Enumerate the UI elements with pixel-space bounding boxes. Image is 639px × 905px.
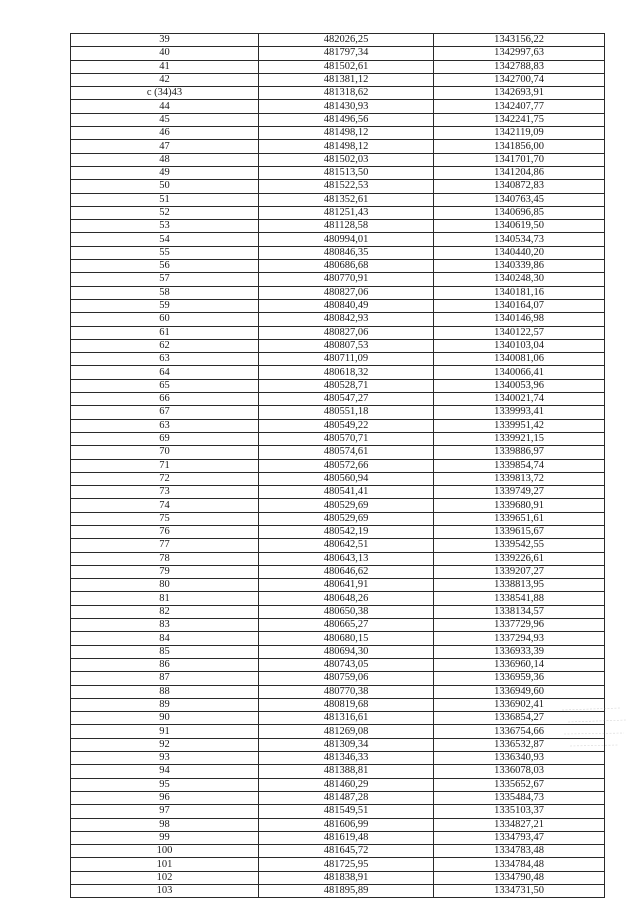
table-row <box>71 579 605 592</box>
y-coordinate-cell: 1340053,96 <box>434 379 605 392</box>
y-coordinate-cell: 1340619,50 <box>434 220 605 233</box>
x-coordinate-cell: 480642,51 <box>259 539 434 552</box>
point-number-cell: 46 <box>71 127 259 140</box>
point-number-cell: 69 <box>71 432 259 445</box>
table-row <box>71 512 605 525</box>
y-coordinate-cell: 1342241,75 <box>434 113 605 126</box>
y-coordinate-cell: 1340248,30 <box>434 273 605 286</box>
y-coordinate-cell: 1336902,41 <box>434 698 605 711</box>
point-number-cell: 89 <box>71 698 259 711</box>
x-coordinate-cell: 481522,53 <box>259 180 434 193</box>
x-coordinate-cell: 481498,12 <box>259 140 434 153</box>
y-coordinate-cell: 1339651,61 <box>434 512 605 525</box>
y-coordinate-cell: 1340122,57 <box>434 326 605 339</box>
x-coordinate-cell: 481381,12 <box>259 73 434 86</box>
y-coordinate-cell: 1336854,27 <box>434 712 605 725</box>
y-coordinate-cell: 1340534,73 <box>434 233 605 246</box>
table-row <box>71 778 605 791</box>
table-row <box>71 419 605 432</box>
x-coordinate-cell: 481498,12 <box>259 127 434 140</box>
table-row <box>71 885 605 898</box>
y-coordinate-cell: 1334731,50 <box>434 885 605 898</box>
table-row <box>71 845 605 858</box>
table-row <box>71 432 605 445</box>
coordinates-table-body <box>71 34 605 898</box>
x-coordinate-cell: 480759,06 <box>259 672 434 685</box>
y-coordinate-cell: 1342700,74 <box>434 73 605 86</box>
table-row <box>71 871 605 884</box>
x-coordinate-cell: 480547,27 <box>259 393 434 406</box>
x-coordinate-cell: 481502,03 <box>259 153 434 166</box>
y-coordinate-cell: 1343156,22 <box>434 34 605 47</box>
x-coordinate-cell: 481316,61 <box>259 712 434 725</box>
x-coordinate-cell: 480643,13 <box>259 552 434 565</box>
table-row <box>71 379 605 392</box>
table-row <box>71 220 605 233</box>
point-number-cell: 81 <box>71 592 259 605</box>
point-number-cell: 40 <box>71 47 259 60</box>
x-coordinate-cell: 481513,50 <box>259 166 434 179</box>
y-coordinate-cell: 1339680,91 <box>434 499 605 512</box>
table-row <box>71 752 605 765</box>
table-row <box>71 180 605 193</box>
point-number-cell: 91 <box>71 725 259 738</box>
y-coordinate-cell: 1342997,63 <box>434 47 605 60</box>
x-coordinate-cell: 480650,38 <box>259 605 434 618</box>
y-coordinate-cell: 1340066,41 <box>434 366 605 379</box>
point-number-cell: 52 <box>71 206 259 219</box>
y-coordinate-cell: 1334790,48 <box>434 871 605 884</box>
y-coordinate-cell: 1338813,95 <box>434 579 605 592</box>
table-row <box>71 100 605 113</box>
point-number-cell: 59 <box>71 299 259 312</box>
y-coordinate-cell: 1340081,06 <box>434 353 605 366</box>
table-row <box>71 698 605 711</box>
y-coordinate-cell: 1342788,83 <box>434 60 605 73</box>
point-number-cell: 100 <box>71 845 259 858</box>
table-row <box>71 605 605 618</box>
y-coordinate-cell: 1335652,67 <box>434 778 605 791</box>
point-number-cell: 54 <box>71 233 259 246</box>
x-coordinate-cell: 480846,35 <box>259 246 434 259</box>
table-row <box>71 406 605 419</box>
y-coordinate-cell: 1336754,66 <box>434 725 605 738</box>
point-number-cell: 102 <box>71 871 259 884</box>
x-coordinate-cell: 480641,91 <box>259 579 434 592</box>
x-coordinate-cell: 481388,81 <box>259 765 434 778</box>
point-number-cell: 55 <box>71 246 259 259</box>
y-coordinate-cell: 1339886,97 <box>434 446 605 459</box>
x-coordinate-cell: 481460,29 <box>259 778 434 791</box>
y-coordinate-cell: 1334827,21 <box>434 818 605 831</box>
point-number-cell: 103 <box>71 885 259 898</box>
point-number-cell: 73 <box>71 486 259 499</box>
y-coordinate-cell: 1339615,67 <box>434 525 605 538</box>
y-coordinate-cell: 1339749,27 <box>434 486 605 499</box>
x-coordinate-cell: 480618,32 <box>259 366 434 379</box>
table-row <box>71 685 605 698</box>
y-coordinate-cell: 1340763,45 <box>434 193 605 206</box>
y-coordinate-cell: 1339226,61 <box>434 552 605 565</box>
table-row <box>71 60 605 73</box>
y-coordinate-cell: 1340339,86 <box>434 260 605 273</box>
x-coordinate-cell: 481269,08 <box>259 725 434 738</box>
point-number-cell: 67 <box>71 406 259 419</box>
point-number-cell: 83 <box>71 619 259 632</box>
point-number-cell: 63 <box>71 419 259 432</box>
x-coordinate-cell: 481619,48 <box>259 831 434 844</box>
x-coordinate-cell: 480842,93 <box>259 313 434 326</box>
point-number-cell: 90 <box>71 712 259 725</box>
y-coordinate-cell: 1342407,77 <box>434 100 605 113</box>
table-row <box>71 153 605 166</box>
point-number-cell: 80 <box>71 579 259 592</box>
x-coordinate-cell: 480551,18 <box>259 406 434 419</box>
point-number-cell: 74 <box>71 499 259 512</box>
point-number-cell: 39 <box>71 34 259 47</box>
x-coordinate-cell: 480541,41 <box>259 486 434 499</box>
table-row <box>71 632 605 645</box>
y-coordinate-cell: 1336949,60 <box>434 685 605 698</box>
y-coordinate-cell: 1339854,74 <box>434 459 605 472</box>
x-coordinate-cell: 480572,66 <box>259 459 434 472</box>
table-row <box>71 725 605 738</box>
table-row <box>71 672 605 685</box>
y-coordinate-cell: 1340696,85 <box>434 206 605 219</box>
y-coordinate-cell: 1337294,93 <box>434 632 605 645</box>
table-row <box>71 499 605 512</box>
y-coordinate-cell: 1341856,00 <box>434 140 605 153</box>
y-coordinate-cell: 1339993,41 <box>434 406 605 419</box>
table-row <box>71 326 605 339</box>
point-number-cell: 87 <box>71 672 259 685</box>
x-coordinate-cell: 481797,34 <box>259 47 434 60</box>
point-number-cell: 42 <box>71 73 259 86</box>
table-row <box>71 273 605 286</box>
table-row <box>71 246 605 259</box>
table-row <box>71 366 605 379</box>
point-number-cell: 78 <box>71 552 259 565</box>
table-row <box>71 805 605 818</box>
y-coordinate-cell: 1342693,91 <box>434 87 605 100</box>
point-number-cell: с (34)43 <box>71 87 259 100</box>
x-coordinate-cell: 481346,33 <box>259 752 434 765</box>
point-number-cell: 88 <box>71 685 259 698</box>
point-number-cell: 77 <box>71 539 259 552</box>
table-row <box>71 47 605 60</box>
table-row <box>71 858 605 871</box>
point-number-cell: 99 <box>71 831 259 844</box>
y-coordinate-cell: 1340872,83 <box>434 180 605 193</box>
x-coordinate-cell: 480680,15 <box>259 632 434 645</box>
x-coordinate-cell: 480570,71 <box>259 432 434 445</box>
table-row <box>71 299 605 312</box>
y-coordinate-cell: 1338541,88 <box>434 592 605 605</box>
y-coordinate-cell: 1336078,03 <box>434 765 605 778</box>
table-row <box>71 791 605 804</box>
y-coordinate-cell: 1336933,39 <box>434 645 605 658</box>
x-coordinate-cell: 481838,91 <box>259 871 434 884</box>
x-coordinate-cell: 480694,30 <box>259 645 434 658</box>
table-row <box>71 140 605 153</box>
point-number-cell: 79 <box>71 565 259 578</box>
x-coordinate-cell: 480574,61 <box>259 446 434 459</box>
point-number-cell: 64 <box>71 366 259 379</box>
x-coordinate-cell: 480807,53 <box>259 339 434 352</box>
y-coordinate-cell: 1336340,93 <box>434 752 605 765</box>
table-row <box>71 446 605 459</box>
x-coordinate-cell: 481251,43 <box>259 206 434 219</box>
table-row <box>71 619 605 632</box>
y-coordinate-cell: 1340103,04 <box>434 339 605 352</box>
table-row <box>71 592 605 605</box>
point-number-cell: 82 <box>71 605 259 618</box>
point-number-cell: 101 <box>71 858 259 871</box>
y-coordinate-cell: 1342119,09 <box>434 127 605 140</box>
x-coordinate-cell: 480646,62 <box>259 565 434 578</box>
y-coordinate-cell: 1339542,55 <box>434 539 605 552</box>
y-coordinate-cell: 1336532,87 <box>434 738 605 751</box>
x-coordinate-cell: 480529,69 <box>259 512 434 525</box>
point-number-cell: 45 <box>71 113 259 126</box>
x-coordinate-cell: 481487,28 <box>259 791 434 804</box>
table-row <box>71 565 605 578</box>
table-row <box>71 193 605 206</box>
table-row <box>71 166 605 179</box>
y-coordinate-cell: 1334784,48 <box>434 858 605 871</box>
point-number-cell: 53 <box>71 220 259 233</box>
y-coordinate-cell: 1339813,72 <box>434 472 605 485</box>
point-number-cell: 71 <box>71 459 259 472</box>
table-row <box>71 712 605 725</box>
point-number-cell: 85 <box>71 645 259 658</box>
x-coordinate-cell: 480529,69 <box>259 499 434 512</box>
x-coordinate-cell: 481549,51 <box>259 805 434 818</box>
x-coordinate-cell: 480819,68 <box>259 698 434 711</box>
table-row <box>71 552 605 565</box>
point-number-cell: 95 <box>71 778 259 791</box>
point-number-cell: 93 <box>71 752 259 765</box>
point-number-cell: 49 <box>71 166 259 179</box>
point-number-cell: 51 <box>71 193 259 206</box>
y-coordinate-cell: 1341701,70 <box>434 153 605 166</box>
table-row <box>71 831 605 844</box>
table-row <box>71 339 605 352</box>
y-coordinate-cell: 1336960,14 <box>434 658 605 671</box>
point-number-cell: 56 <box>71 260 259 273</box>
x-coordinate-cell: 481502,61 <box>259 60 434 73</box>
point-number-cell: 72 <box>71 472 259 485</box>
table-row <box>71 393 605 406</box>
point-number-cell: 75 <box>71 512 259 525</box>
point-number-cell: 65 <box>71 379 259 392</box>
point-number-cell: 48 <box>71 153 259 166</box>
y-coordinate-cell: 1340146,98 <box>434 313 605 326</box>
x-coordinate-cell: 480549,22 <box>259 419 434 432</box>
point-number-cell: 86 <box>71 658 259 671</box>
x-coordinate-cell: 481318,62 <box>259 87 434 100</box>
y-coordinate-cell: 1341204,86 <box>434 166 605 179</box>
point-number-cell: 70 <box>71 446 259 459</box>
point-number-cell: 58 <box>71 286 259 299</box>
x-coordinate-cell: 481128,58 <box>259 220 434 233</box>
point-number-cell: 44 <box>71 100 259 113</box>
point-number-cell: 41 <box>71 60 259 73</box>
table-row <box>71 127 605 140</box>
table-row <box>71 260 605 273</box>
x-coordinate-cell: 481309,34 <box>259 738 434 751</box>
y-coordinate-cell: 1338134,57 <box>434 605 605 618</box>
point-number-cell: 62 <box>71 339 259 352</box>
y-coordinate-cell: 1337729,96 <box>434 619 605 632</box>
table-row <box>71 353 605 366</box>
table-row <box>71 525 605 538</box>
x-coordinate-cell: 480528,71 <box>259 379 434 392</box>
table-row <box>71 738 605 751</box>
x-coordinate-cell: 481645,72 <box>259 845 434 858</box>
x-coordinate-cell: 480770,91 <box>259 273 434 286</box>
y-coordinate-cell: 1340440,20 <box>434 246 605 259</box>
y-coordinate-cell: 1334793,47 <box>434 831 605 844</box>
y-coordinate-cell: 1339921,15 <box>434 432 605 445</box>
table-row <box>71 486 605 499</box>
point-number-cell: 96 <box>71 791 259 804</box>
y-coordinate-cell: 1335484,73 <box>434 791 605 804</box>
x-coordinate-cell: 480542,19 <box>259 525 434 538</box>
x-coordinate-cell: 480743,05 <box>259 658 434 671</box>
point-number-cell: 61 <box>71 326 259 339</box>
table-row <box>71 73 605 86</box>
x-coordinate-cell: 480827,06 <box>259 286 434 299</box>
point-number-cell: 98 <box>71 818 259 831</box>
point-number-cell: 50 <box>71 180 259 193</box>
x-coordinate-cell: 480560,94 <box>259 472 434 485</box>
table-row <box>71 34 605 47</box>
table-row <box>71 87 605 100</box>
table-row <box>71 818 605 831</box>
point-number-cell: 94 <box>71 765 259 778</box>
y-coordinate-cell: 1339207,27 <box>434 565 605 578</box>
point-number-cell: 63 <box>71 353 259 366</box>
y-coordinate-cell: 1340181,16 <box>434 286 605 299</box>
x-coordinate-cell: 482026,25 <box>259 34 434 47</box>
y-coordinate-cell: 1336959,36 <box>434 672 605 685</box>
table-row <box>71 472 605 485</box>
x-coordinate-cell: 481895,89 <box>259 885 434 898</box>
point-number-cell: 57 <box>71 273 259 286</box>
table-row <box>71 286 605 299</box>
point-number-cell: 47 <box>71 140 259 153</box>
table-row <box>71 233 605 246</box>
x-coordinate-cell: 481725,95 <box>259 858 434 871</box>
point-number-cell: 66 <box>71 393 259 406</box>
point-number-cell: 76 <box>71 525 259 538</box>
y-coordinate-cell: 1334783,48 <box>434 845 605 858</box>
x-coordinate-cell: 480840,49 <box>259 299 434 312</box>
x-coordinate-cell: 481430,93 <box>259 100 434 113</box>
table-row <box>71 645 605 658</box>
y-coordinate-cell: 1340164,07 <box>434 299 605 312</box>
table-row <box>71 459 605 472</box>
x-coordinate-cell: 480770,38 <box>259 685 434 698</box>
x-coordinate-cell: 480686,68 <box>259 260 434 273</box>
y-coordinate-cell: 1339951,42 <box>434 419 605 432</box>
x-coordinate-cell: 481352,61 <box>259 193 434 206</box>
point-number-cell: 60 <box>71 313 259 326</box>
point-number-cell: 97 <box>71 805 259 818</box>
point-number-cell: 84 <box>71 632 259 645</box>
x-coordinate-cell: 480994,01 <box>259 233 434 246</box>
x-coordinate-cell: 481606,99 <box>259 818 434 831</box>
table-row <box>71 539 605 552</box>
table-row <box>71 206 605 219</box>
y-coordinate-cell: 1335103,37 <box>434 805 605 818</box>
y-coordinate-cell: 1340021,74 <box>434 393 605 406</box>
point-number-cell: 92 <box>71 738 259 751</box>
x-coordinate-cell: 480665,27 <box>259 619 434 632</box>
table-row <box>71 113 605 126</box>
coordinates-table <box>70 33 605 898</box>
x-coordinate-cell: 480648,26 <box>259 592 434 605</box>
table-row <box>71 765 605 778</box>
x-coordinate-cell: 481496,56 <box>259 113 434 126</box>
table-row <box>71 658 605 671</box>
x-coordinate-cell: 480827,06 <box>259 326 434 339</box>
table-row <box>71 313 605 326</box>
x-coordinate-cell: 480711,09 <box>259 353 434 366</box>
